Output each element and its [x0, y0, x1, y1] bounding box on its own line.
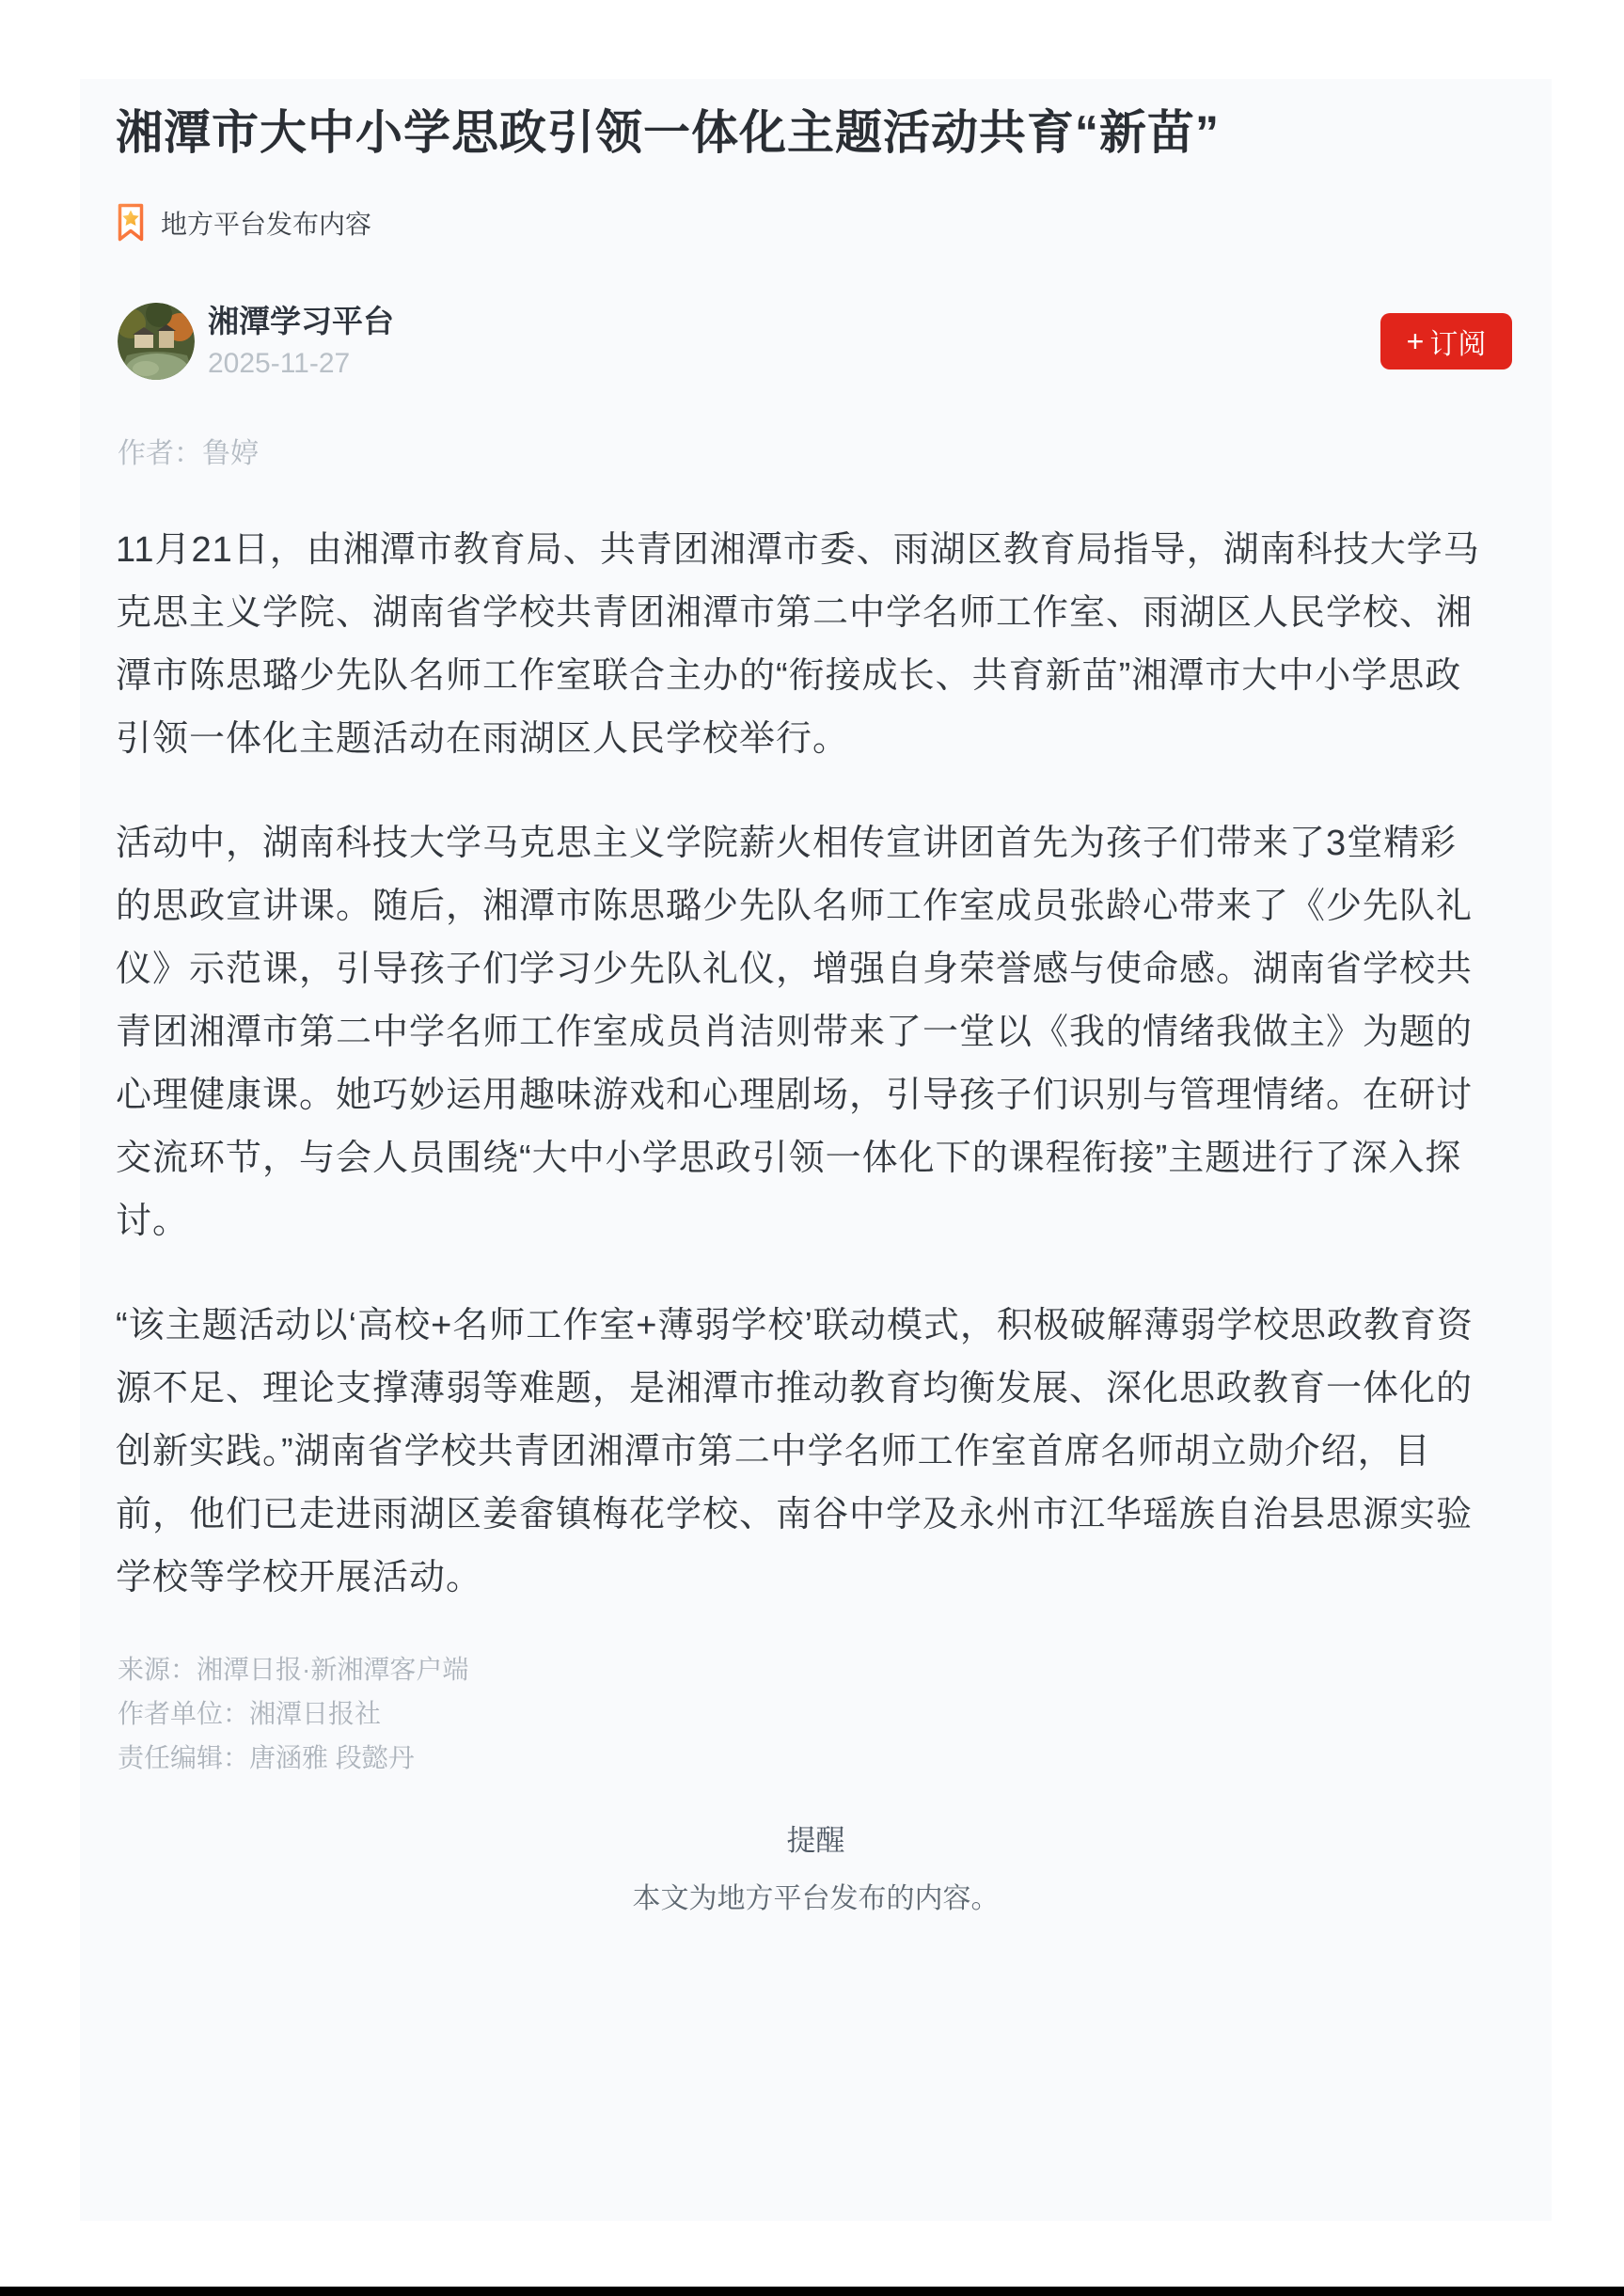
paragraph: 活动中，湖南科技大学马克思主义学院薪火相传宣讲团首先为孩子们带来了3堂精彩的思政宣讲课。随后，湘潭市陈思璐少先队名师工作室成员张龄心带来了《少先队礼仪》示范课，引导孩子们学习少先队礼仪，增强自身荣誉感与使命感。湖南省学校共青团湘潭市第二中学名师工作室成员肖洁则带来了一堂以《我的情绪我做主》为题的心理健康课。她巧妙运用趣味游戏和心理剧场，引导孩子们识别与管理情绪。在研讨交流环节，与会人员围绕“大中小学思政引领一体化下的课程衔接”主题进行了深入探讨。	[116, 824, 1474, 1241]
platform-notice	[80, 1820, 1552, 1920]
subscribe-label: 订阅	[1429, 329, 1487, 360]
publisher-avatar[interactable]	[118, 303, 195, 380]
publisher-row	[118, 303, 1512, 380]
notice-body: 本文为地方平台发布的内容。	[632, 1883, 1000, 1914]
editor-line: 责任编辑：唐涵雅 段懿丹	[118, 1743, 415, 1772]
window-bottom-edge	[0, 2287, 1624, 2296]
source-line: 来源：湘潭日报·新湘潭客户端	[118, 1655, 469, 1684]
author-unit-line: 作者单位：湘潭日报社	[118, 1699, 382, 1728]
subscribe-button[interactable]	[1380, 313, 1512, 370]
plus-icon: +	[1406, 323, 1425, 358]
platform-badge	[118, 203, 1552, 243]
platform-badge-label: 地方平台发布内容	[161, 210, 372, 239]
paragraph: 11月21日，由湘潭市教育局、共青团湘潭市委、雨湖区教育局指导，湖南科技大学马克思主义学院、湖南省学校共青团湘潭市第二中学名师工作室、雨湖区人民学校、湘潭市陈思璐少先队名师工作室联合主办的“衔接成长、共育新苗”湘潭市大中小学思政引领一体化主题活动在雨湖区人民学校举行。	[116, 530, 1480, 759]
notice-title: 提醒	[786, 1824, 845, 1857]
bookmark-star-icon	[118, 203, 144, 243]
publish-date: 2025-11-27	[208, 348, 351, 379]
author-line: 作者：鲁婷	[118, 438, 259, 469]
publisher-name[interactable]: 湘潭学习平台	[208, 304, 394, 338]
publisher-info	[208, 303, 394, 380]
avatar-landscape-image	[118, 303, 195, 380]
article-body	[116, 519, 1489, 1610]
article-title: 湘潭市大中小学思政引领一体化主题活动共育“新苗”	[116, 106, 1220, 159]
article-card	[80, 79, 1552, 2221]
article-meta	[118, 1647, 1552, 1780]
paragraph: “该主题活动以‘高校+名师工作室+薄弱学校’联动模式，积极破解薄弱学校思政教育资源不足、理论支撑薄弱等难题，是湘潭市推动教育均衡发展、深化思政教育一体化的创新实践。”湖南省学校共青团湘潭市第二中学名师工作室首席名师胡立勋介绍，目前，他们已走进雨湖区姜畲镇梅花学校、南谷中学及永州市江华瑶族自治县思源实验学校等学校开展活动。	[116, 1306, 1474, 1597]
